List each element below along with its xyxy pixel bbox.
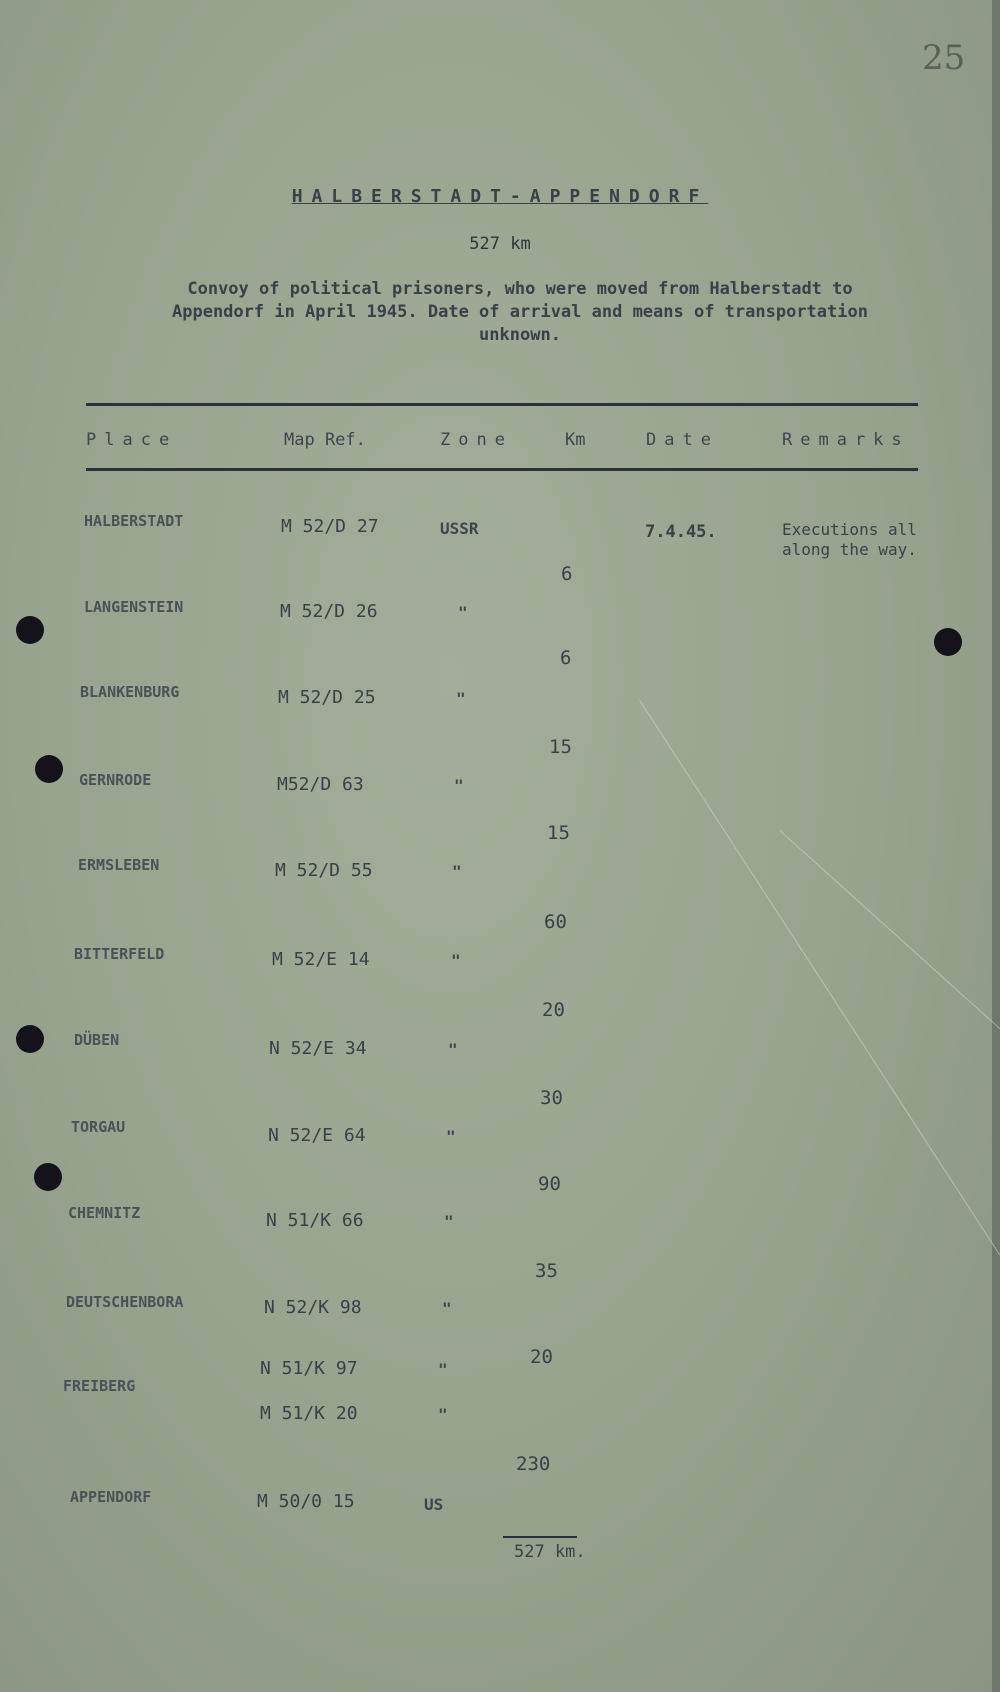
crease-line — [639, 700, 1000, 1304]
segment-km: 15 — [547, 822, 570, 844]
punch-hole — [16, 1025, 44, 1053]
place-name: HALBERSTADT — [84, 512, 184, 530]
zone: " — [451, 951, 461, 970]
place-name: CHEMNITZ — [68, 1204, 141, 1222]
segment-km: 60 — [544, 911, 567, 933]
segment-km: 230 — [516, 1453, 551, 1475]
map-reference: N 52/E 34 — [269, 1038, 367, 1059]
segment-km: 30 — [540, 1087, 563, 1109]
header-zone: Zone — [440, 430, 513, 450]
map-reference: M52/D 63 — [277, 774, 364, 795]
table-top-rule — [86, 403, 918, 406]
crease-line — [779, 830, 1000, 1031]
header-place: Place — [86, 430, 178, 450]
segment-km: 15 — [549, 736, 572, 758]
place-name: APPENDORF — [70, 1488, 152, 1506]
zone-secondary: " — [438, 1405, 448, 1424]
punch-hole — [16, 616, 44, 644]
route-distance: 527 km — [469, 234, 531, 254]
header-remarks: Remarks — [782, 430, 910, 450]
remarks: Executions all along the way. — [782, 520, 917, 559]
place-name: FREIBERG — [63, 1377, 136, 1395]
segment-km: 35 — [535, 1260, 558, 1282]
place-name: TORGAU — [71, 1118, 126, 1136]
zone: US — [424, 1495, 444, 1514]
zone: " — [452, 862, 462, 881]
map-reference-secondary: M 51/K 20 — [260, 1403, 358, 1424]
zone: USSR — [440, 519, 479, 538]
segment-km: 6 — [560, 647, 572, 669]
zone: " — [438, 1360, 448, 1379]
zone: " — [444, 1212, 454, 1231]
header-km: Km — [565, 430, 586, 450]
map-reference: M 52/D 55 — [275, 860, 373, 881]
segment-km: 20 — [530, 1346, 553, 1368]
segment-km: 90 — [538, 1173, 561, 1195]
segment-km: 6 — [561, 563, 573, 585]
zone: " — [446, 1127, 456, 1146]
zone: " — [442, 1299, 452, 1318]
map-reference: M 52/D 26 — [280, 601, 378, 622]
total-distance: 527 km. — [514, 1542, 586, 1562]
route-description: Convoy of political prisoners, who were moved from Halberstadt to Appendorf in April 1945. Date of arrival and means of transportation unknown. — [172, 279, 868, 345]
punch-hole — [934, 628, 962, 656]
map-reference: M 50/0 15 — [257, 1491, 355, 1512]
place-name: DEUTSCHENBORA — [66, 1293, 184, 1311]
header-date: Date — [646, 430, 719, 450]
header-map-ref: Map Ref. — [284, 430, 366, 450]
table-header-rule — [86, 468, 918, 471]
map-reference: M 52/E 14 — [272, 949, 370, 970]
zone: " — [456, 689, 466, 708]
map-reference: N 51/K 66 — [266, 1210, 364, 1231]
page-number: 25 — [922, 38, 966, 78]
place-name: LANGENSTEIN — [84, 598, 184, 616]
place-name: GERNRODE — [79, 771, 152, 789]
document-title: HALBERSTADT-APPENDORF — [291, 186, 709, 207]
place-name: BITTERFELD — [74, 945, 165, 963]
map-reference: M 52/D 27 — [281, 516, 379, 537]
zone: " — [448, 1040, 458, 1059]
total-rule — [503, 1536, 577, 1538]
map-reference: N 51/K 97 — [260, 1358, 358, 1379]
map-reference: N 52/E 64 — [268, 1125, 366, 1146]
punch-hole — [34, 1163, 62, 1191]
punch-hole — [35, 755, 63, 783]
zone: " — [458, 603, 468, 622]
place-name: DÜBEN — [74, 1031, 120, 1049]
place-name: ERMSLEBEN — [78, 856, 160, 874]
zone: " — [454, 776, 464, 795]
date: 7.4.45. — [645, 522, 717, 542]
place-name: BLANKENBURG — [80, 683, 180, 701]
map-reference: N 52/K 98 — [264, 1297, 362, 1318]
map-reference: M 52/D 25 — [278, 687, 376, 708]
segment-km: 20 — [542, 999, 565, 1021]
